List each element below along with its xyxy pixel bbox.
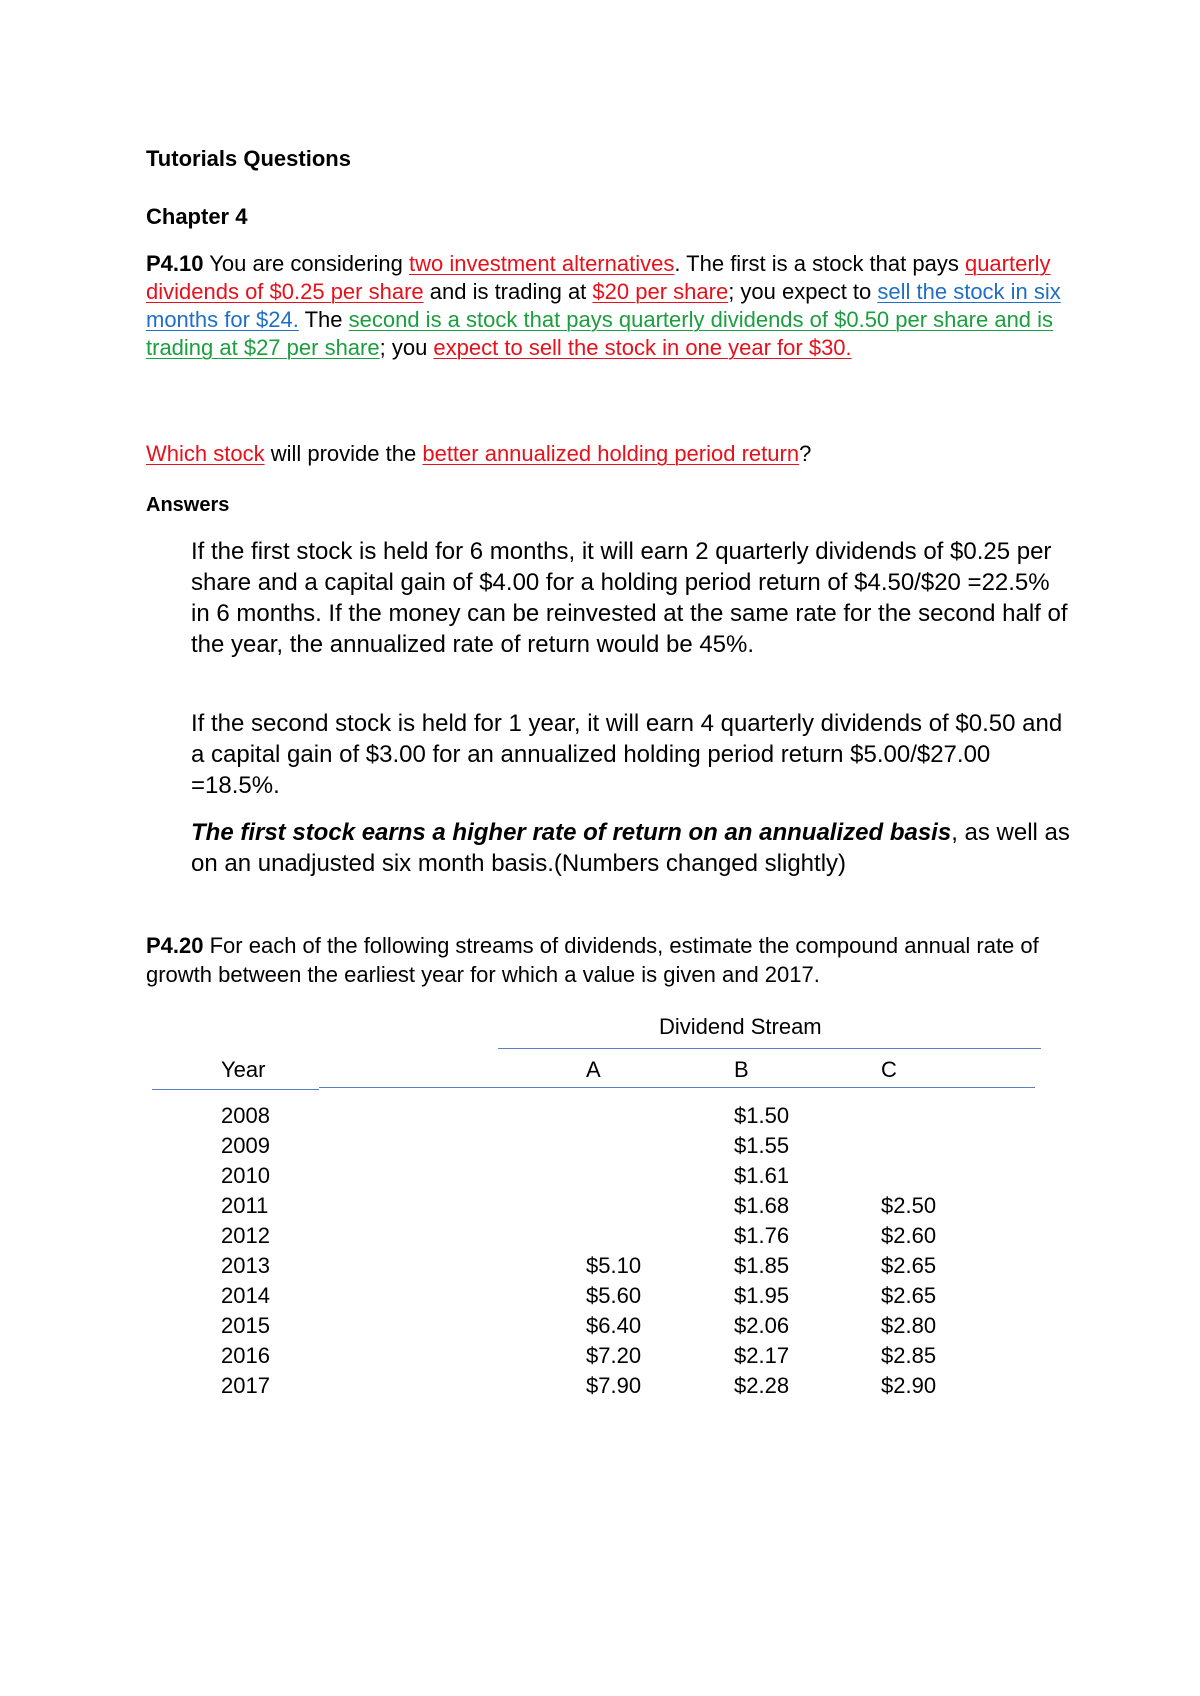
table-row <box>0 1133 1200 1163</box>
table-row <box>0 1343 1200 1373</box>
cell-c: $2.60 <box>881 1223 937 1248</box>
column-header-b: B <box>734 1057 749 1082</box>
table-row <box>0 1103 1200 1133</box>
conclusion-text <box>191 817 1071 879</box>
cell-c: $2.65 <box>881 1253 937 1278</box>
table-row <box>0 1283 1200 1313</box>
question-prompt <box>146 441 811 467</box>
cell-a: $5.60 <box>586 1283 642 1308</box>
cell-year: 2015 <box>221 1313 270 1338</box>
table-row <box>0 1163 1200 1193</box>
table-title: Dividend Stream <box>659 1014 822 1039</box>
cell-year: 2017 <box>221 1373 270 1398</box>
cell-year: 2009 <box>221 1133 270 1158</box>
question-text: ? <box>799 441 812 466</box>
header-rule-year <box>152 1089 319 1090</box>
cell-year: 2014 <box>221 1283 270 1308</box>
table-row <box>0 1373 1200 1403</box>
answer-paragraph-1 <box>191 536 1071 660</box>
cell-c: $2.80 <box>881 1313 937 1338</box>
answer-conclusion <box>191 817 1071 879</box>
question-text: ; you <box>379 335 434 360</box>
answer-paragraph-2 <box>191 708 1071 801</box>
dividend-table-body <box>0 1103 1200 1403</box>
highlight-blue: sell the stock in six months for $24. <box>146 279 1061 332</box>
answers-heading: Answers <box>146 494 230 516</box>
question-text: and is trading at <box>423 279 593 304</box>
column-header-c: C <box>881 1057 897 1082</box>
question-p410 <box>146 250 1086 362</box>
cell-a: $7.20 <box>586 1343 642 1368</box>
question-text: You are considering <box>203 251 409 276</box>
highlight-red: expect to sell the stock in one year for $30. <box>433 335 852 360</box>
highlight-red: better annualized holding period return <box>422 441 800 466</box>
question-p420-text <box>146 931 1086 989</box>
answer-text: If the first stock is held for 6 months, it will earn 2 quarterly dividends of $0.25 per share and a capital gain of $4.00 for a holding period return of $4.50/$20 =22.5% in 6 months. If the money can be reinvested at the same rate for the second half of the year, the annualized rate of return would be 45%. <box>191 538 1068 658</box>
column-header-year: Year <box>221 1057 266 1082</box>
question-p420 <box>146 931 1086 989</box>
question-tag: P4.20 <box>146 933 204 958</box>
conclusion-emphasis: The first stock earns a higher rate of return on an annualized basis <box>191 819 952 846</box>
cell-year: 2016 <box>221 1343 270 1368</box>
cell-b: $1.95 <box>734 1283 790 1308</box>
cell-c: $2.65 <box>881 1283 937 1308</box>
column-header-a: A <box>586 1057 601 1082</box>
question-p410-text <box>146 250 1086 362</box>
table-row <box>0 1223 1200 1253</box>
table-row <box>0 1313 1200 1343</box>
highlight-red: quarterly dividends of $0.25 per share <box>146 251 1051 304</box>
cell-b: $1.68 <box>734 1193 790 1218</box>
conclusion-rest: , as well as on an unadjusted six month basis.(Numbers changed slightly) <box>191 819 1070 877</box>
cell-b: $1.55 <box>734 1133 790 1158</box>
cell-a: $6.40 <box>586 1313 642 1338</box>
cell-b: $2.06 <box>734 1313 790 1338</box>
highlight-red: $20 per share <box>592 279 729 304</box>
cell-b: $1.76 <box>734 1223 790 1248</box>
highlight-green: second is a stock that pays quarterly dividends of $0.50 per share and is trading at $27 per share <box>146 307 1054 360</box>
question-text: The <box>298 307 349 332</box>
table-row <box>0 1253 1200 1283</box>
document-title: Tutorials Questions <box>146 146 351 171</box>
question-text: For each of the following streams of dividends, estimate the compound annual rate of growth between the earliest year for which a value is given and 2017. <box>146 933 1039 987</box>
table-row <box>0 1193 1200 1223</box>
cell-a: $7.90 <box>586 1373 642 1398</box>
table-title-rule <box>498 1048 1041 1049</box>
question-text: ; you expect to <box>728 279 878 304</box>
cell-year: 2011 <box>221 1193 269 1218</box>
cell-a: $5.10 <box>586 1253 642 1278</box>
header-rule-values <box>319 1087 1035 1088</box>
answer-text: If the second stock is held for 1 year, it will earn 4 quarterly dividends of $0.50 and a capital gain of $3.00 for an annualized holding period return $5.00/$27.00 =18.5%. <box>191 710 1063 799</box>
cell-year: 2008 <box>221 1103 270 1128</box>
cell-b: $2.17 <box>734 1343 790 1368</box>
question-text: . The first is a stock that pays <box>674 251 965 276</box>
chapter-heading: Chapter 4 <box>146 204 248 229</box>
cell-year: 2010 <box>221 1163 270 1188</box>
cell-b: $2.28 <box>734 1373 790 1398</box>
cell-year: 2013 <box>221 1253 270 1278</box>
cell-b: $1.61 <box>734 1163 790 1188</box>
highlight-red: Which stock <box>146 441 265 466</box>
question-text: will provide the <box>264 441 423 466</box>
cell-c: $2.90 <box>881 1373 937 1398</box>
cell-b: $1.50 <box>734 1103 790 1128</box>
highlight-red: two investment alternatives <box>409 251 675 276</box>
question-tag: P4.10 <box>146 251 204 276</box>
cell-c: $2.85 <box>881 1343 937 1368</box>
cell-b: $1.85 <box>734 1253 790 1278</box>
cell-year: 2012 <box>221 1223 270 1248</box>
cell-c: $2.50 <box>881 1193 937 1218</box>
